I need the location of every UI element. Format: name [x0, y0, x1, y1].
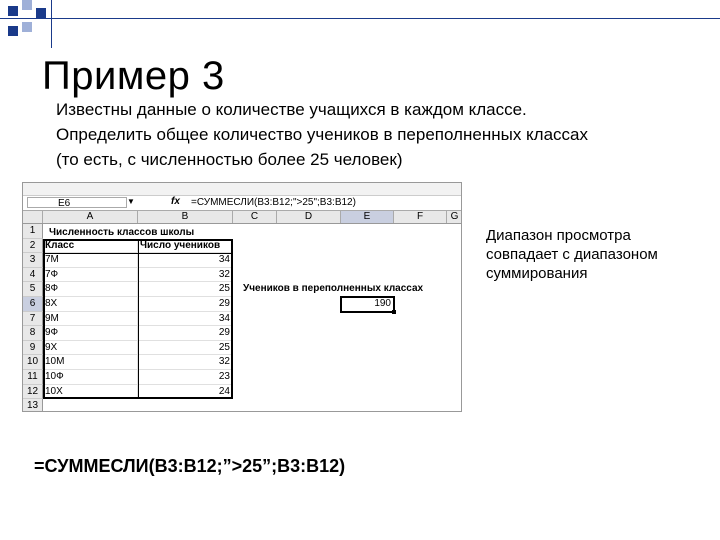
- class-cell[interactable]: 9М: [43, 312, 138, 327]
- class-cell[interactable]: 10М: [43, 355, 138, 370]
- column-header-d[interactable]: D: [277, 211, 341, 223]
- class-cell[interactable]: 8Х: [43, 297, 138, 312]
- decor-square-5: [8, 26, 18, 36]
- decor-square-1: [8, 6, 18, 16]
- row-header-6[interactable]: 6: [23, 297, 43, 312]
- slide-title: Пример 3: [42, 54, 225, 98]
- row-header-13[interactable]: 13: [23, 399, 43, 412]
- column-header-a[interactable]: A: [43, 211, 138, 223]
- class-cell[interactable]: 8Ф: [43, 282, 138, 297]
- class-cell[interactable]: 10Ф: [43, 370, 138, 385]
- count-cell[interactable]: 29: [138, 297, 233, 312]
- result-value-cell[interactable]: 190: [341, 297, 394, 312]
- row-header-7[interactable]: 7: [23, 312, 43, 327]
- count-cell[interactable]: 32: [138, 268, 233, 283]
- count-cell[interactable]: 25: [138, 282, 233, 297]
- active-cell-outline: [340, 296, 395, 313]
- task-line-3: (то есть, с численностью более 25 человек): [56, 150, 403, 169]
- fill-handle[interactable]: [392, 310, 396, 314]
- class-cell[interactable]: 10Х: [43, 385, 138, 400]
- column-header-e[interactable]: E: [341, 211, 394, 223]
- row-header-12[interactable]: 12: [23, 385, 43, 400]
- note-line-3: суммирования: [486, 265, 588, 282]
- table-header-divider: [43, 253, 233, 254]
- decor-square-3: [36, 8, 46, 18]
- class-cell[interactable]: 7Ф: [43, 268, 138, 283]
- column-header-c[interactable]: C: [233, 211, 277, 223]
- column-header-g[interactable]: G: [447, 211, 462, 223]
- count-cell[interactable]: 29: [138, 326, 233, 341]
- header-cell-count[interactable]: Число учеников: [138, 239, 233, 254]
- task-line-1: Известны данные о количестве учащихся в каждом классе.: [56, 100, 527, 119]
- row-header-11[interactable]: 11: [23, 370, 43, 385]
- class-cell[interactable]: 7М: [43, 253, 138, 268]
- formula-caption: =СУММЕСЛИ(B3:B12;”>25”;B3:B12): [34, 456, 346, 476]
- row-header-10[interactable]: 10: [23, 355, 43, 370]
- column-header-f[interactable]: F: [394, 211, 447, 223]
- name-box[interactable]: E6: [27, 197, 127, 208]
- count-cell[interactable]: 34: [138, 253, 233, 268]
- decor-square-2: [22, 0, 32, 10]
- note-line-1: Диапазон просмотра: [486, 227, 631, 244]
- count-cell[interactable]: 24: [138, 385, 233, 400]
- range-note: [486, 226, 706, 283]
- task-line-2: Определить общее количество учеников в переполненных классах: [56, 125, 588, 144]
- column-headers: [23, 211, 461, 224]
- spreadsheet: [22, 182, 462, 412]
- row-header-3[interactable]: 3: [23, 253, 43, 268]
- row-header-5[interactable]: 5: [23, 282, 43, 297]
- column-header-b[interactable]: B: [138, 211, 233, 223]
- decor-square-4: [22, 22, 32, 32]
- select-all-corner[interactable]: [23, 211, 43, 223]
- task-description: [56, 97, 696, 172]
- table-title-cell[interactable]: Численность классов школы: [49, 227, 195, 238]
- row-header-9[interactable]: 9: [23, 341, 43, 356]
- note-line-2: совпадает с диапазоном: [486, 246, 658, 263]
- count-cell[interactable]: 25: [138, 341, 233, 356]
- fx-icon[interactable]: fx: [171, 196, 180, 207]
- formula-bar: [23, 196, 461, 211]
- table-column-divider: [138, 239, 139, 400]
- row-header-4[interactable]: 4: [23, 268, 43, 283]
- result-label-cell[interactable]: Учеников в переполненных классах: [243, 283, 424, 295]
- row-header-1[interactable]: 1: [23, 224, 43, 239]
- class-cell[interactable]: 9Ф: [43, 326, 138, 341]
- count-cell[interactable]: 34: [138, 312, 233, 327]
- formula-input[interactable]: =СУММЕСЛИ(B3:B12;">25";B3:B12): [191, 197, 356, 208]
- row-header-2[interactable]: 2: [23, 239, 43, 254]
- count-cell[interactable]: 23: [138, 370, 233, 385]
- toolbar-strip: [23, 183, 461, 196]
- decor-vertical-line: [51, 0, 52, 48]
- row-header-8[interactable]: 8: [23, 326, 43, 341]
- chevron-down-icon[interactable]: ▼: [127, 197, 135, 206]
- decor-horizontal-line: [0, 18, 720, 19]
- class-cell[interactable]: 9Х: [43, 341, 138, 356]
- count-cell[interactable]: 32: [138, 355, 233, 370]
- header-cell-class[interactable]: Класс: [43, 239, 138, 254]
